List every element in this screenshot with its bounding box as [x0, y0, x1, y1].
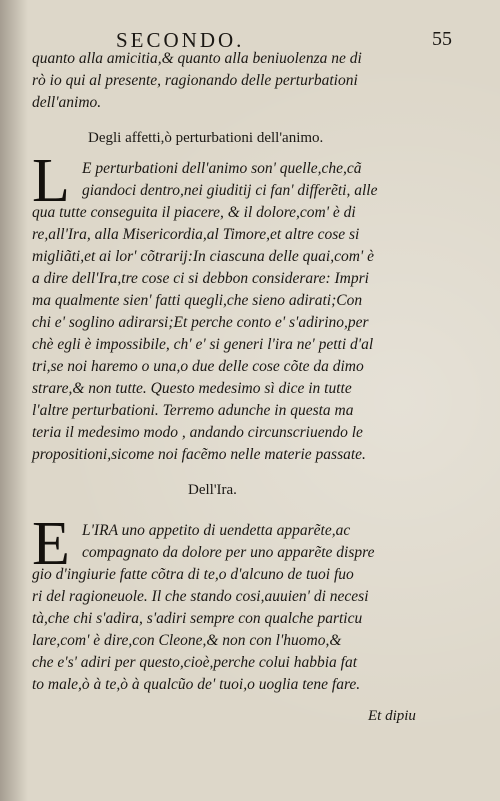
running-title: SECONDO. [116, 28, 245, 52]
text-line: to male,ò à te,ò à qualcũo de' tuoi,o uoglia tene fare. [32, 676, 361, 693]
text-line: L'IRA uno appetito di uendetta apparẽte,ac [82, 522, 351, 539]
text-line: rò io qui al presente, ragionando delle perturbationi [32, 72, 358, 89]
text-line: lare,com' è dire,con Cleone,& non con l'huomo,& [32, 632, 342, 649]
section-paragraph [32, 158, 412, 466]
text-line: l'altre perturbationi. Terremo adunche in questa ma [32, 402, 354, 419]
page-number: 55 [432, 28, 452, 50]
drop-capital: E [32, 510, 70, 578]
text-line: quanto alla amicitia,& quanto alla beniuolenza ne di [32, 50, 362, 67]
text-line: chi e' soglino adirarsi;Et perche conto e' s'adirino,per [32, 314, 369, 331]
text-line: ri del ragioneuole. Il che stando cosi,auuien' di necesi [32, 588, 369, 605]
text-line: tri,se noi haremo o una,o due delle cose cõte da dimo [32, 358, 364, 375]
text-line: migliãti,et ai lor' cõtrarij:In ciascuna delle quai,com' è [32, 248, 374, 265]
opening-paragraph [32, 48, 410, 114]
section-heading: Dell'Ira. [188, 482, 237, 498]
text-line: qua tutte conseguita il piacere, & il dolore,com' è di [32, 204, 356, 221]
drop-capital: L [32, 147, 70, 215]
text-line: re,all'Ira, alla Misericordia,al Timore,et altre cose si [32, 226, 360, 243]
catchword: Et dipiu [368, 708, 416, 724]
text-line: E perturbationi dell'animo son' quelle,che,cã [82, 160, 362, 177]
text-line: gio d'ingiurie fatte cõtra di te,o d'alcuno de tuoi fuo [32, 566, 354, 583]
text-line: a dire dell'Ira,tre cose ci si debbon considerare: Impri [32, 270, 369, 287]
text-line: compagnato da dolore per uno apparẽte dispre [82, 544, 375, 561]
section-heading: Degli affetti,ò perturbationi dell'animo. [88, 130, 324, 146]
text-line: ma qualmente sien' fatti quegli,che sieno adirati;Con [32, 292, 363, 309]
text-line: chè egli è impossibile, ch' e' si generi l'ira ne' petti d'al [32, 336, 374, 353]
text-line: dell'animo. [32, 94, 102, 111]
section-paragraph [32, 520, 412, 696]
text-line: tà,che chi s'adira, s'adiri sempre con qualche particu [32, 610, 363, 627]
text-line: strare,& non tutte. Questo medesimo sì dice in tutte [32, 380, 352, 397]
page-header [0, 28, 500, 50]
text-line: propositioni,sicome noi facẽmo nelle materie passate. [32, 446, 366, 463]
text-line: teria il medesimo modo , andando circunscriuendo le [32, 424, 363, 441]
text-line: giandoci dentro,nei giuditij ci fan' differẽti, alle [82, 182, 378, 199]
text-line: che e's' adiri per questo,cioè,perche colui habbia fat [32, 654, 358, 671]
